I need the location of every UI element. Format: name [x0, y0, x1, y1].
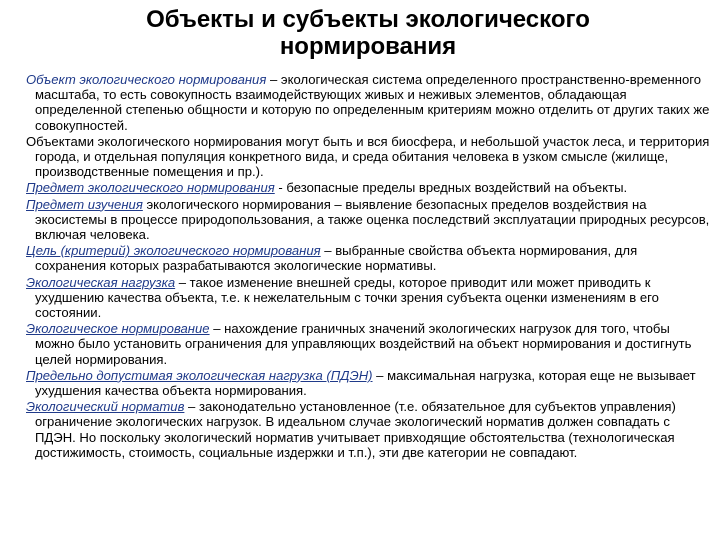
paragraph-study-subject [26, 197, 710, 243]
definition-goal: – выбранные свойства объекта нормирования, для сохранения которых разрабатываются экологические нормативы. [35, 243, 638, 274]
paragraph-norm [26, 399, 710, 460]
term-object: Объект экологического нормирования [26, 72, 267, 87]
definition-object-examples: Объектами экологического нормирования могут быть и вся биосфера, и небольшой участок леса, и территория города, и отдельная популяция конкретного вида, и среда обитания человека в узком смысле (жилище, производственные помещения и пр.). [26, 133, 710, 180]
definition-normalization: – нахождение граничных значений экологических нагрузок для того, чтобы можно было установить ограничения для управляющих воздействий на объект нормирования и достигнуть целей нормирования. [35, 321, 692, 367]
slide-title-line-1: Объекты и субъекты экологического [146, 6, 590, 33]
paragraph-pden [26, 368, 710, 398]
definition-pden: – максимальная нагрузка, которая еще не вызывает ухудшения качества объекта нормирования. [35, 367, 696, 399]
paragraph-goal [26, 243, 710, 273]
slide-title-line-2: нормирования [279, 33, 457, 60]
paragraph-object [26, 72, 710, 133]
definition-norm: – законодательно установленное (т.е. обязательное для субъектов управления) ограничение экологических нагрузок. В идеальном случае экологический норматив должен совпадать с ПДЭН. Но поскольку экологический норматив учитывает привходящие обстоятельства (технологическая достижимость, стоимость, социальные издержки и т.п.), эти две категории не совпадают. [35, 399, 676, 460]
paragraph-load [26, 275, 710, 321]
term-goal: Цель (критерий) экологического нормирования [26, 243, 321, 259]
term-load: Экологическая нагрузка [26, 274, 176, 290]
slide-content [26, 72, 710, 460]
definition-object: – экологическая система определенного пространственно-временного масштаба, то есть совокупность взаимодействующих живых и неживых элементов, обладающая определенной степенью общности и которую по определенным критериям можно отделить от других таких же совокупностей. [35, 72, 710, 133]
paragraph-subject [26, 180, 710, 195]
term-subject: Предмет экологического нормирования [26, 180, 275, 196]
paragraph-normalization [26, 321, 710, 367]
term-pden: Предельно допустимая экологическая нагрузка (ПДЭН) [26, 367, 373, 383]
definition-subject: - безопасные пределы вредных воздействий на объекты. [274, 180, 628, 196]
term-normalization: Экологическое нормирование [26, 321, 210, 337]
definition-load: – такое изменение внешней среды, которое приводит или может приводить к ухудшению качества объекта, т.е. к нежелательным с точки зрения субъекта оценки изменениям в его состоянии. [35, 274, 659, 321]
definition-study-subject: экологического нормирования – выявление безопасных пределов воздействия на экосистемы в процессе природопользования, а также оценка последствий эксплуатации природных ресурсов, включая человека. [35, 196, 710, 243]
slide-title [26, 6, 710, 60]
term-norm: Экологический норматив [26, 399, 185, 415]
term-study-subject: Предмет изучения [26, 196, 143, 212]
paragraph-object-examples [26, 134, 710, 180]
